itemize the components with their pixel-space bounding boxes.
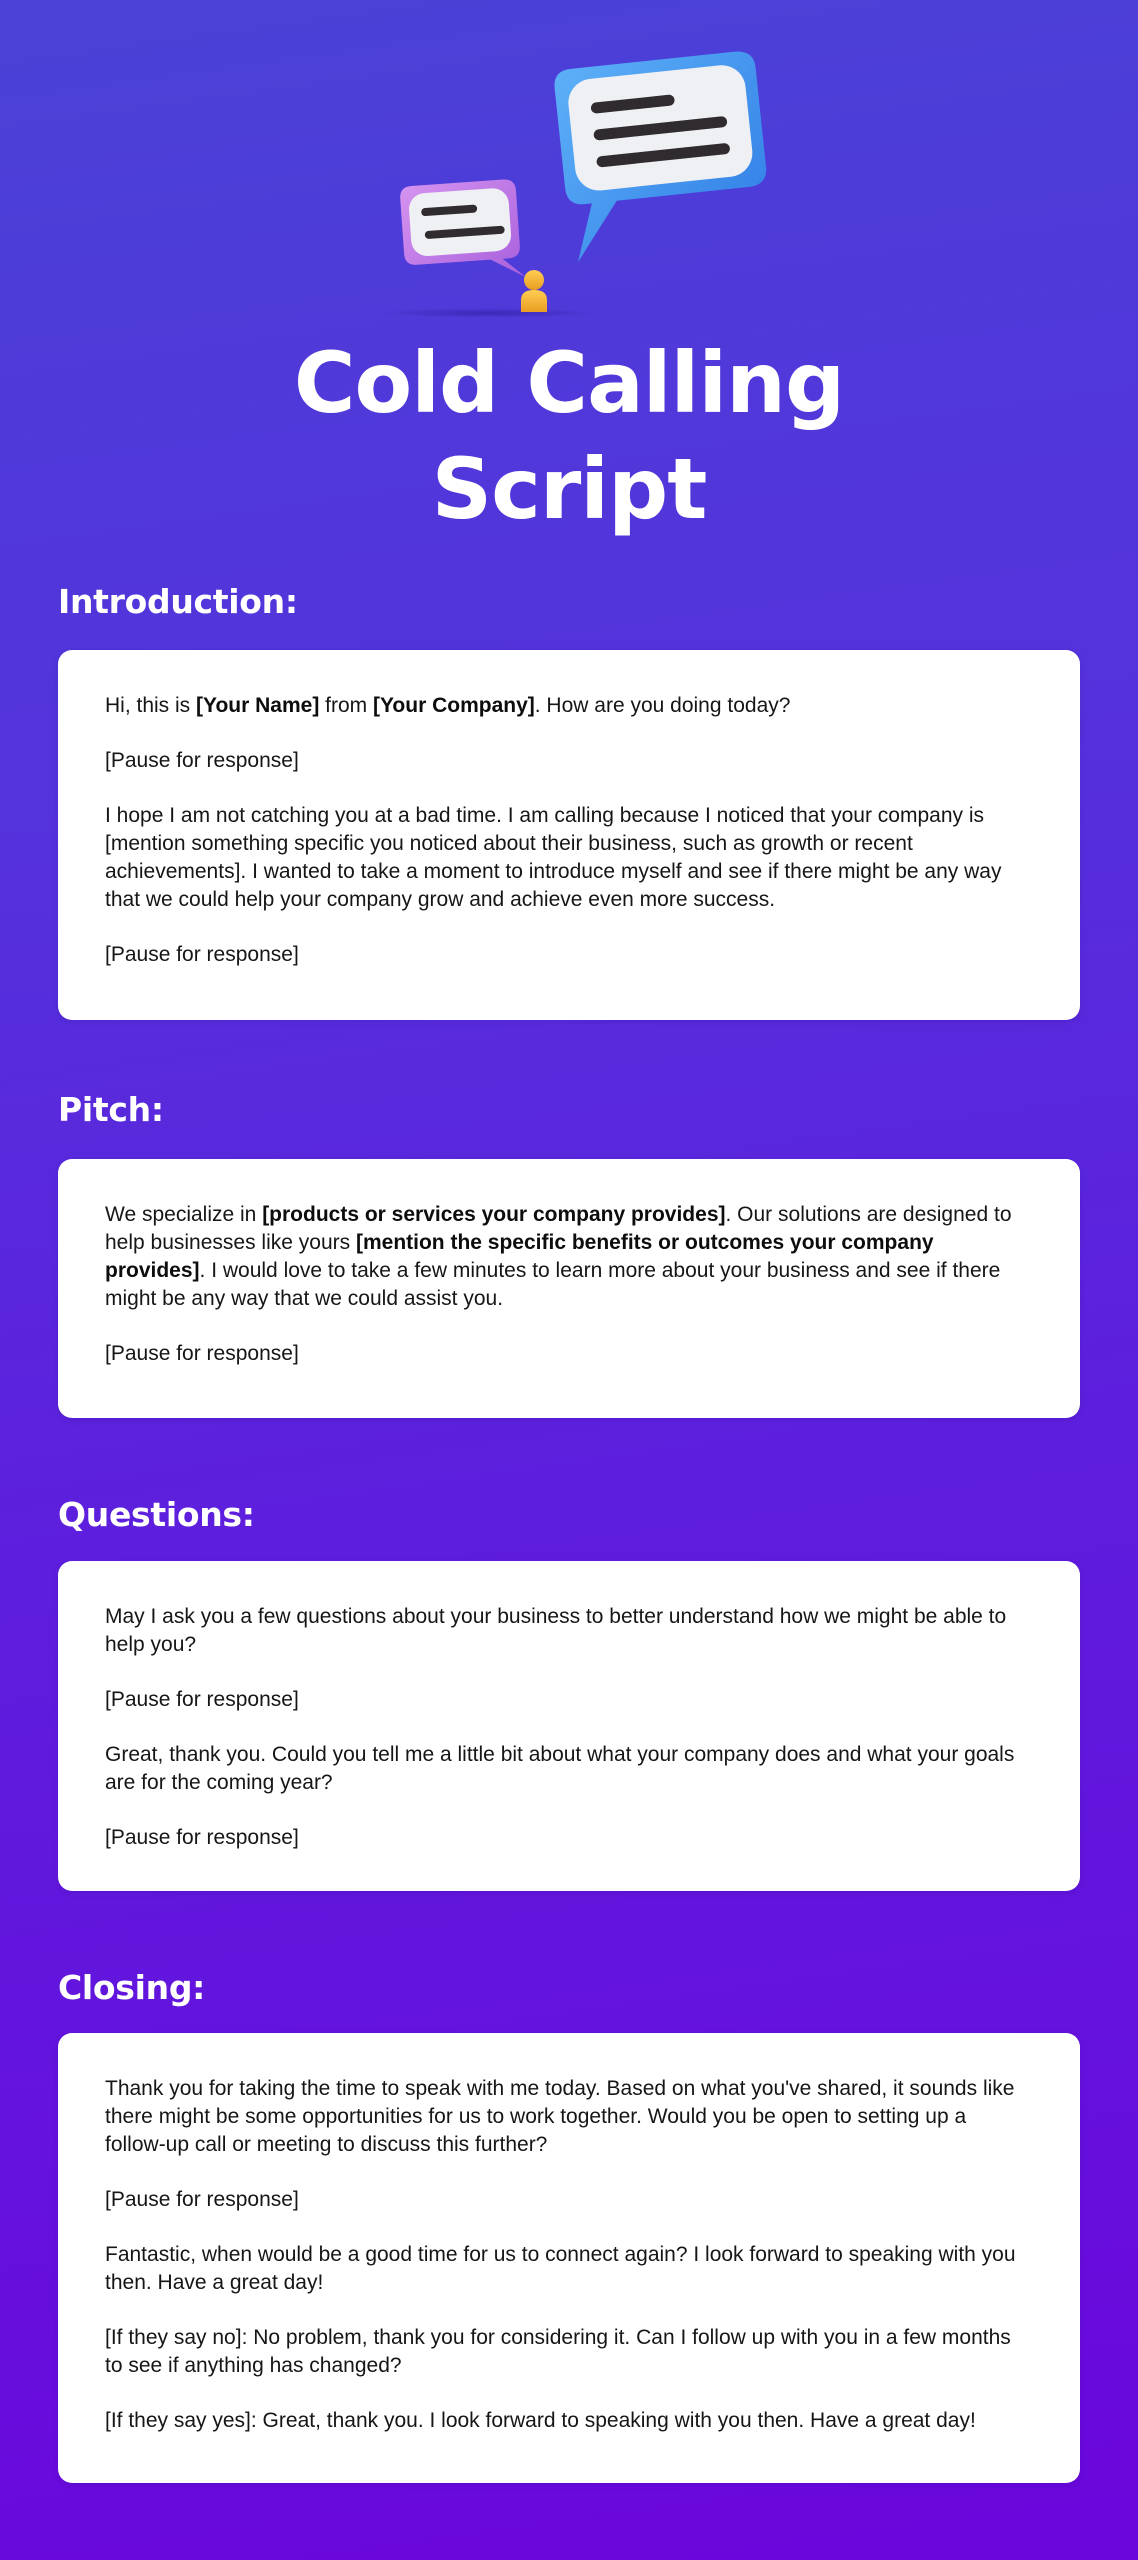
script-text: May I ask you a few questions about your business to better understand how we might be able to help you?: [105, 1605, 1007, 1656]
person-icon: [521, 270, 547, 312]
script-paragraph: [105, 941, 1032, 969]
script-paragraph: [105, 747, 1032, 775]
placeholder-bold-text: [Your Name]: [196, 694, 320, 717]
script-text: . How are you doing today?: [534, 694, 791, 717]
script-text: Thank you for taking the time to speak with me today. Based on what you've shared, it sounds like there might be some opportunities for us to work together. Would you be open to setting up a follow-up call or meeting to discuss this further?: [105, 2077, 1015, 2156]
script-text: We specialize in: [105, 1203, 263, 1226]
script-text: from: [319, 694, 373, 717]
script-text: Great, thank you. Could you tell me a little bit about what your company does and what your goals are for the coming year?: [105, 1743, 1015, 1794]
section-card-pitch: [58, 1159, 1080, 1418]
section-card-introduction: [58, 650, 1080, 1020]
script-paragraph: [105, 2075, 1032, 2159]
script-paragraph: [105, 2324, 1032, 2380]
script-text: Fantastic, when would be a good time for us to connect again? I look forward to speaking with you then. Have a great day!: [105, 2243, 1016, 2294]
script-text: [Pause for response]: [105, 1826, 299, 1849]
script-text: [Pause for response]: [105, 943, 299, 966]
script-text: [Pause for response]: [105, 749, 299, 772]
script-text: [If they say no]: No problem, thank you for considering it. Can I follow up with you in a few months to see if anything has changed?: [105, 2326, 1011, 2377]
script-paragraph: [105, 2241, 1032, 2297]
script-text: [Pause for response]: [105, 2188, 299, 2211]
script-paragraph: [105, 2186, 1032, 2214]
script-paragraph: [105, 1686, 1032, 1714]
placeholder-bold-text: [products or services your company provides]: [262, 1203, 726, 1226]
section-heading-introduction: Introduction:: [58, 582, 298, 621]
title-line-2: Script: [431, 440, 707, 538]
script-paragraph: [105, 2407, 1032, 2435]
section-heading-closing: Closing:: [58, 1968, 206, 2007]
script-paragraph: [105, 1340, 1032, 1368]
section-card-closing: [58, 2033, 1080, 2483]
script-text: I hope I am not catching you at a bad time. I am calling because I noticed that your company is [mention something specific you noticed about their business, such as growth or recent achievements]. I wanted to take a moment to introduce myself and see if there might be any way that we could help your company grow and achieve even more success.: [105, 804, 1002, 911]
script-text: . I would love to take a few minutes to learn more about your business and see if there might be any way that we could assist you.: [105, 1259, 1001, 1310]
section-heading-pitch: Pitch:: [58, 1090, 164, 1129]
title-line-1: Cold Calling: [293, 334, 845, 432]
hero-illustration: [0, 0, 1138, 320]
page-title: [0, 330, 1138, 542]
speech-bubbles-icon: [0, 0, 1138, 320]
script-text: Hi, this is: [105, 694, 197, 717]
script-text: . Our solutions are designed to help businesses like yours: [105, 1203, 1012, 1254]
section-card-questions: [58, 1561, 1080, 1891]
script-paragraph: [105, 1741, 1032, 1797]
section-heading-questions: Questions:: [58, 1495, 255, 1534]
placeholder-bold-text: [Your Company]: [372, 694, 535, 717]
placeholder-bold-text: [mention the specific benefits or outcomes your company provides]: [105, 1231, 934, 1282]
script-paragraph: [105, 1201, 1032, 1313]
script-text: [Pause for response]: [105, 1688, 299, 1711]
script-paragraph: [105, 802, 1032, 914]
script-paragraph: [105, 1824, 1032, 1852]
script-text: [Pause for response]: [105, 1342, 299, 1365]
script-paragraph: [105, 1603, 1032, 1659]
script-text: [If they say yes]: Great, thank you. I look forward to speaking with you then. Have a great day!: [105, 2409, 976, 2432]
script-paragraph: [105, 692, 1032, 720]
